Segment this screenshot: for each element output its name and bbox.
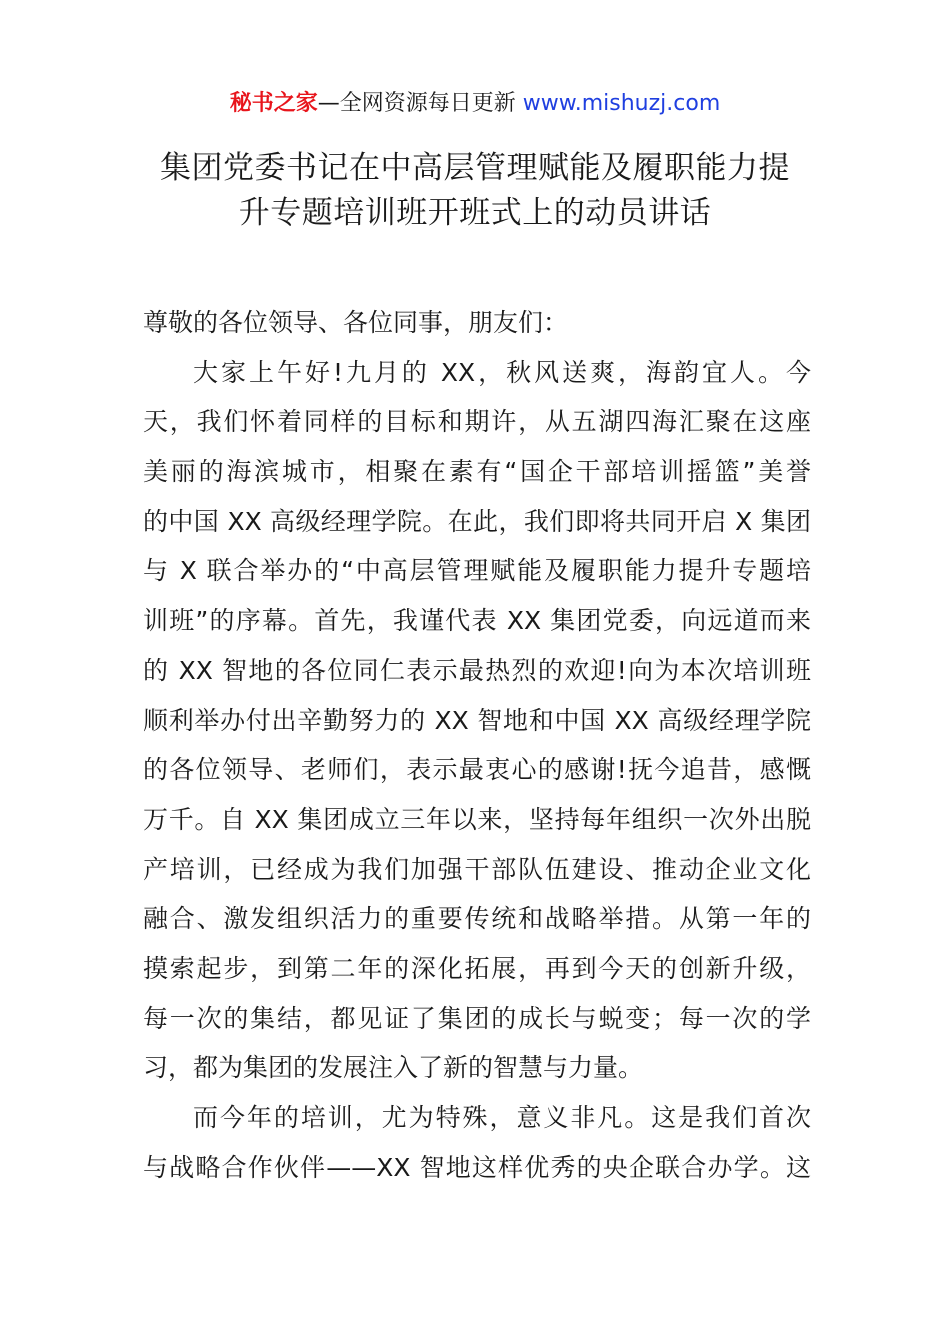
site-url-link[interactable]: www.mishuzj.com <box>522 91 721 116</box>
paragraph-line: 习，都为集团的发展注入了新的智慧与力量。 <box>143 1053 644 1083</box>
paragraph-line: 融合、激发组织活力的重要传统和战略举措。从第一年的 <box>143 904 811 934</box>
paragraph-line: 的各位领导、老师们，表示最衷心的感谢!抚今追昔，感慨 <box>143 755 811 785</box>
header-tagline: —全网资源每日更新 <box>317 91 523 116</box>
paragraph-line: 每一次的集结，都见证了集团的成长与蜕变；每一次的学 <box>143 1003 811 1033</box>
paragraph-line: 大家上午好!九月的 XX，秋风送爽，海韵宜人。今 <box>193 357 811 387</box>
paragraph-line: 天，我们怀着同样的目标和期许，从五湖四海汇聚在这座 <box>143 407 811 437</box>
paragraph-line: 与战略合作伙伴——XX 智地这样优秀的央企联合办学。这 <box>143 1152 811 1182</box>
paragraph-line: 与 X 联合举办的“中高层管理赋能及履职能力提升专题培 <box>143 556 811 586</box>
paragraph-line: 万千。自 XX 集团成立三年以来，坚持每年组织一次外出脱 <box>143 804 811 834</box>
title-line-1: 集团党委书记在中高层管理赋能及履职能力提 <box>160 150 790 186</box>
paragraph-line: 训班”的序幕。首先，我谨代表 XX 集团党委，向远道而来 <box>143 606 811 636</box>
document-title <box>140 146 810 236</box>
paragraph-line: 的 XX 智地的各位同仁表示最热烈的欢迎!向为本次培训班 <box>143 655 811 685</box>
paragraph-line: 的中国 XX 高级经理学院。在此，我们即将共同开启 X 集团 <box>143 506 811 536</box>
speech-body <box>143 298 811 1192</box>
brand-name: 秘书之家 <box>229 91 318 116</box>
salutation-line: 尊敬的各位领导、各位同事，朋友们： <box>143 308 569 337</box>
paragraph-line: 美丽的海滨城市，相聚在素有“国企干部培训摇篮”美誉 <box>143 457 811 487</box>
paragraph-line: 产培训，已经成为我们加强干部队伍建设、推动企业文化 <box>143 854 811 884</box>
site-header <box>0 88 950 120</box>
paragraph-line: 顺利举办付出辛勤努力的 XX 智地和中国 XX 高级经理学院 <box>143 705 811 735</box>
paragraph-line: 摸索起步，到第二年的深化拓展，再到今天的创新升级， <box>143 953 811 983</box>
title-line-2: 升专题培训班开班式上的动员讲话 <box>238 195 712 231</box>
paragraph-line: 而今年的培训，尤为特殊，意义非凡。这是我们首次 <box>193 1103 811 1132</box>
